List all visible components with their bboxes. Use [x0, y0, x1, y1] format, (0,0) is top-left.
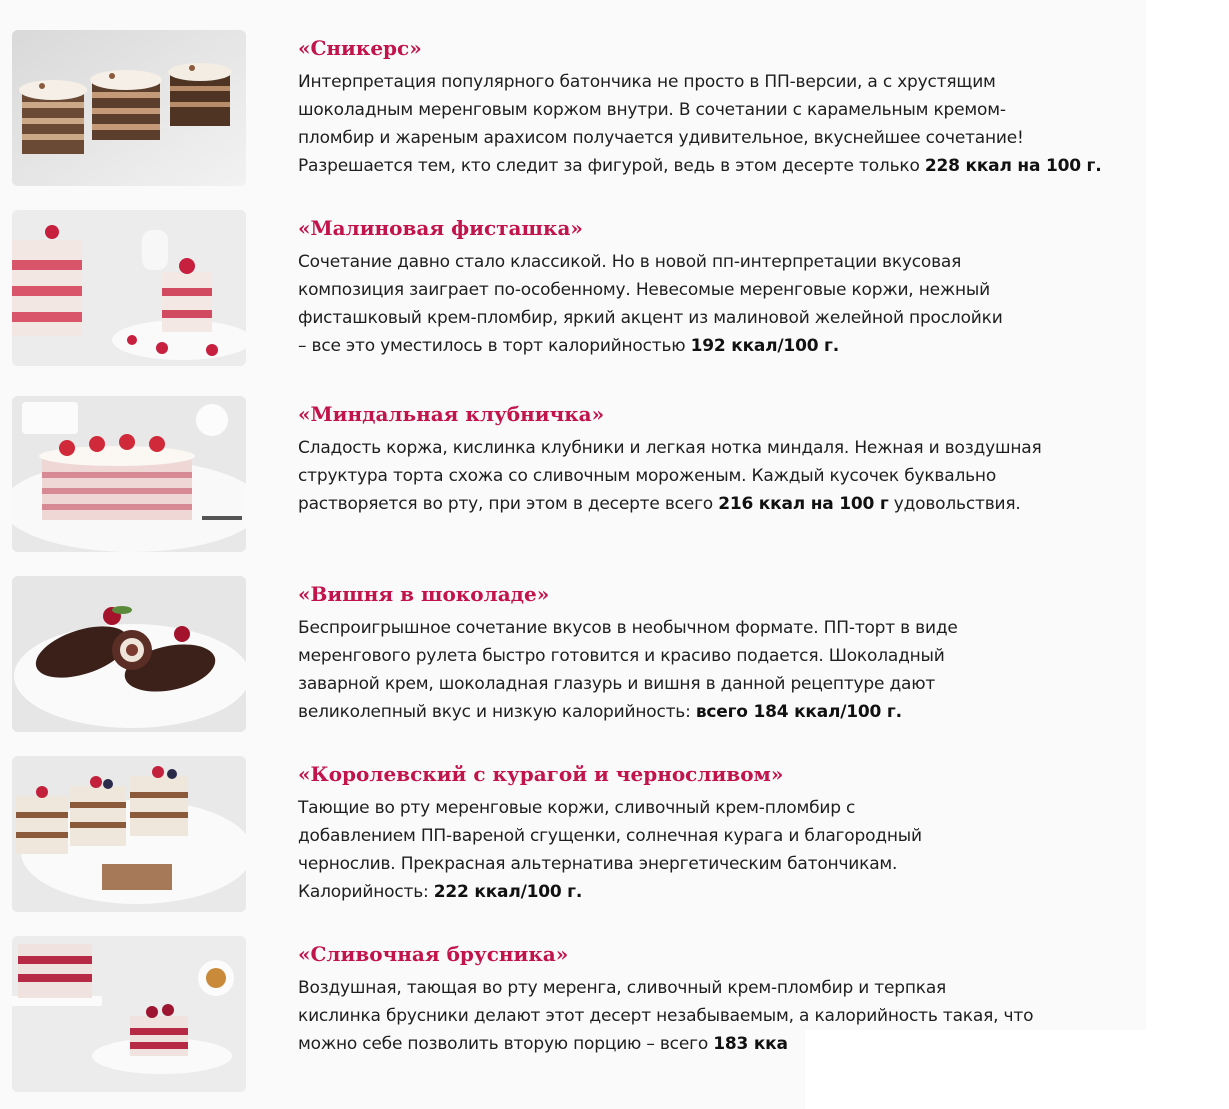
description-line: кислинка брусники делают этот десерт незабываемым, а калорийность такая, что	[298, 1006, 1034, 1026]
description-line: меренгового рулета быстро готовится и красиво подается. Шоколадный	[298, 646, 945, 666]
description-line: чернослив. Прекрасная альтернатива энергетическим батончикам.	[298, 854, 898, 874]
description-line	[298, 490, 1128, 518]
description-line: Сладость коржа, кислинка клубники и легкая нотка миндаля. Нежная и воздушная	[298, 438, 1042, 458]
description-line	[298, 698, 1128, 726]
description-line: Интерпретация популярного батончика не просто в ПП-версии, а с хрустящим	[298, 72, 996, 92]
description-text: великолепный вкус и низкую калорийность:	[298, 702, 696, 722]
dessert-text-cherry-chocolate	[298, 580, 1128, 726]
dessert-description	[298, 434, 1128, 518]
description-line: заварной крем, шоколадная глазурь и вишня в данной рецептуре дают	[298, 674, 936, 694]
description-line	[298, 1030, 1128, 1058]
description-text: Разрешается тем, кто следит за фигурой, ведь в этом десерте только	[298, 156, 925, 176]
description-text: Калорийность:	[298, 882, 434, 902]
dessert-text-snickers	[298, 34, 1128, 180]
dessert-title: «Королевский с курагой и черносливом»	[298, 762, 784, 786]
dessert-photo-royal	[12, 756, 246, 912]
dessert-photo-snickers	[12, 30, 246, 186]
description-line	[298, 332, 1128, 360]
dessert-title: «Сникерс»	[298, 36, 422, 60]
description-line: Сочетание давно стало классикой. Но в новой пп-интерпретации вкусовая	[298, 252, 962, 272]
description-line: фисташковый крем-пломбир, яркий акцент из малиновой желейной прослойки	[298, 308, 1003, 328]
description-text: удовольствия.	[888, 494, 1021, 514]
description-line: Беспроигрышное сочетание вкусов в необычном формате. ПП-торт в виде	[298, 618, 958, 638]
dessert-description	[298, 794, 1128, 906]
dessert-title: «Миндальная клубничка»	[298, 402, 605, 426]
dessert-photo-almond-strawberry	[12, 396, 246, 552]
calories-value: 228 ккал на 100 г.	[924, 156, 1102, 176]
dessert-text-raspberry-pistachio	[298, 214, 1128, 360]
description-text: растворяется во рту, при этом в десерте всего	[298, 494, 719, 514]
dessert-text-almond-strawberry	[298, 400, 1128, 518]
dessert-description	[298, 248, 1128, 360]
description-line: композиция заиграет по-особенному. Невесомые меренговые коржи, нежный	[298, 280, 990, 300]
calories-value: 222 ккал/100 г.	[433, 882, 583, 902]
dessert-description	[298, 614, 1128, 726]
dessert-text-royal	[298, 760, 1128, 906]
dessert-photo-creamy-lingonberry	[12, 936, 246, 1092]
calories-value: 216 ккал на 100 г	[718, 494, 889, 514]
description-line: шоколадным меренговым коржом внутри. В сочетании с карамельным кремом-	[298, 100, 1006, 120]
description-line: добавлением ПП-вареной сгущенки, солнечная курага и благородный	[298, 826, 922, 846]
dessert-photo-raspberry-pistachio	[12, 210, 246, 366]
description-text: можно себе позволить вторую порцию – всего	[298, 1034, 714, 1054]
dessert-title: «Вишня в шоколаде»	[298, 582, 550, 606]
description-line	[298, 878, 1128, 906]
calories-value: всего 184 ккал/100 г.	[695, 702, 902, 722]
description-text: – все это уместилось в торт калорийностью	[298, 336, 691, 356]
description-line	[298, 152, 1128, 180]
description-line: пломбир и жареным арахисом получается удивительное, вкуснейшее сочетание!	[298, 128, 1024, 148]
description-line: Воздушная, тающая во рту меренга, сливочный крем-пломбир и терпкая	[298, 978, 947, 998]
dessert-title: «Сливочная брусника»	[298, 942, 569, 966]
description-line: структура торта схожа со сливочным мороженым. Каждый кусочек буквально	[298, 466, 997, 486]
description-line: Тающие во рту меренговые коржи, сливочный крем-пломбир с	[298, 798, 856, 818]
dessert-text-creamy-lingonberry	[298, 940, 1128, 1058]
dessert-title: «Малиновая фисташка»	[298, 216, 583, 240]
calories-value: 183 кка	[713, 1034, 788, 1054]
dessert-photo-cherry-chocolate	[12, 576, 246, 732]
dessert-description	[298, 974, 1128, 1058]
calories-value: 192 ккал/100 г.	[690, 336, 839, 356]
dessert-description	[298, 68, 1128, 180]
